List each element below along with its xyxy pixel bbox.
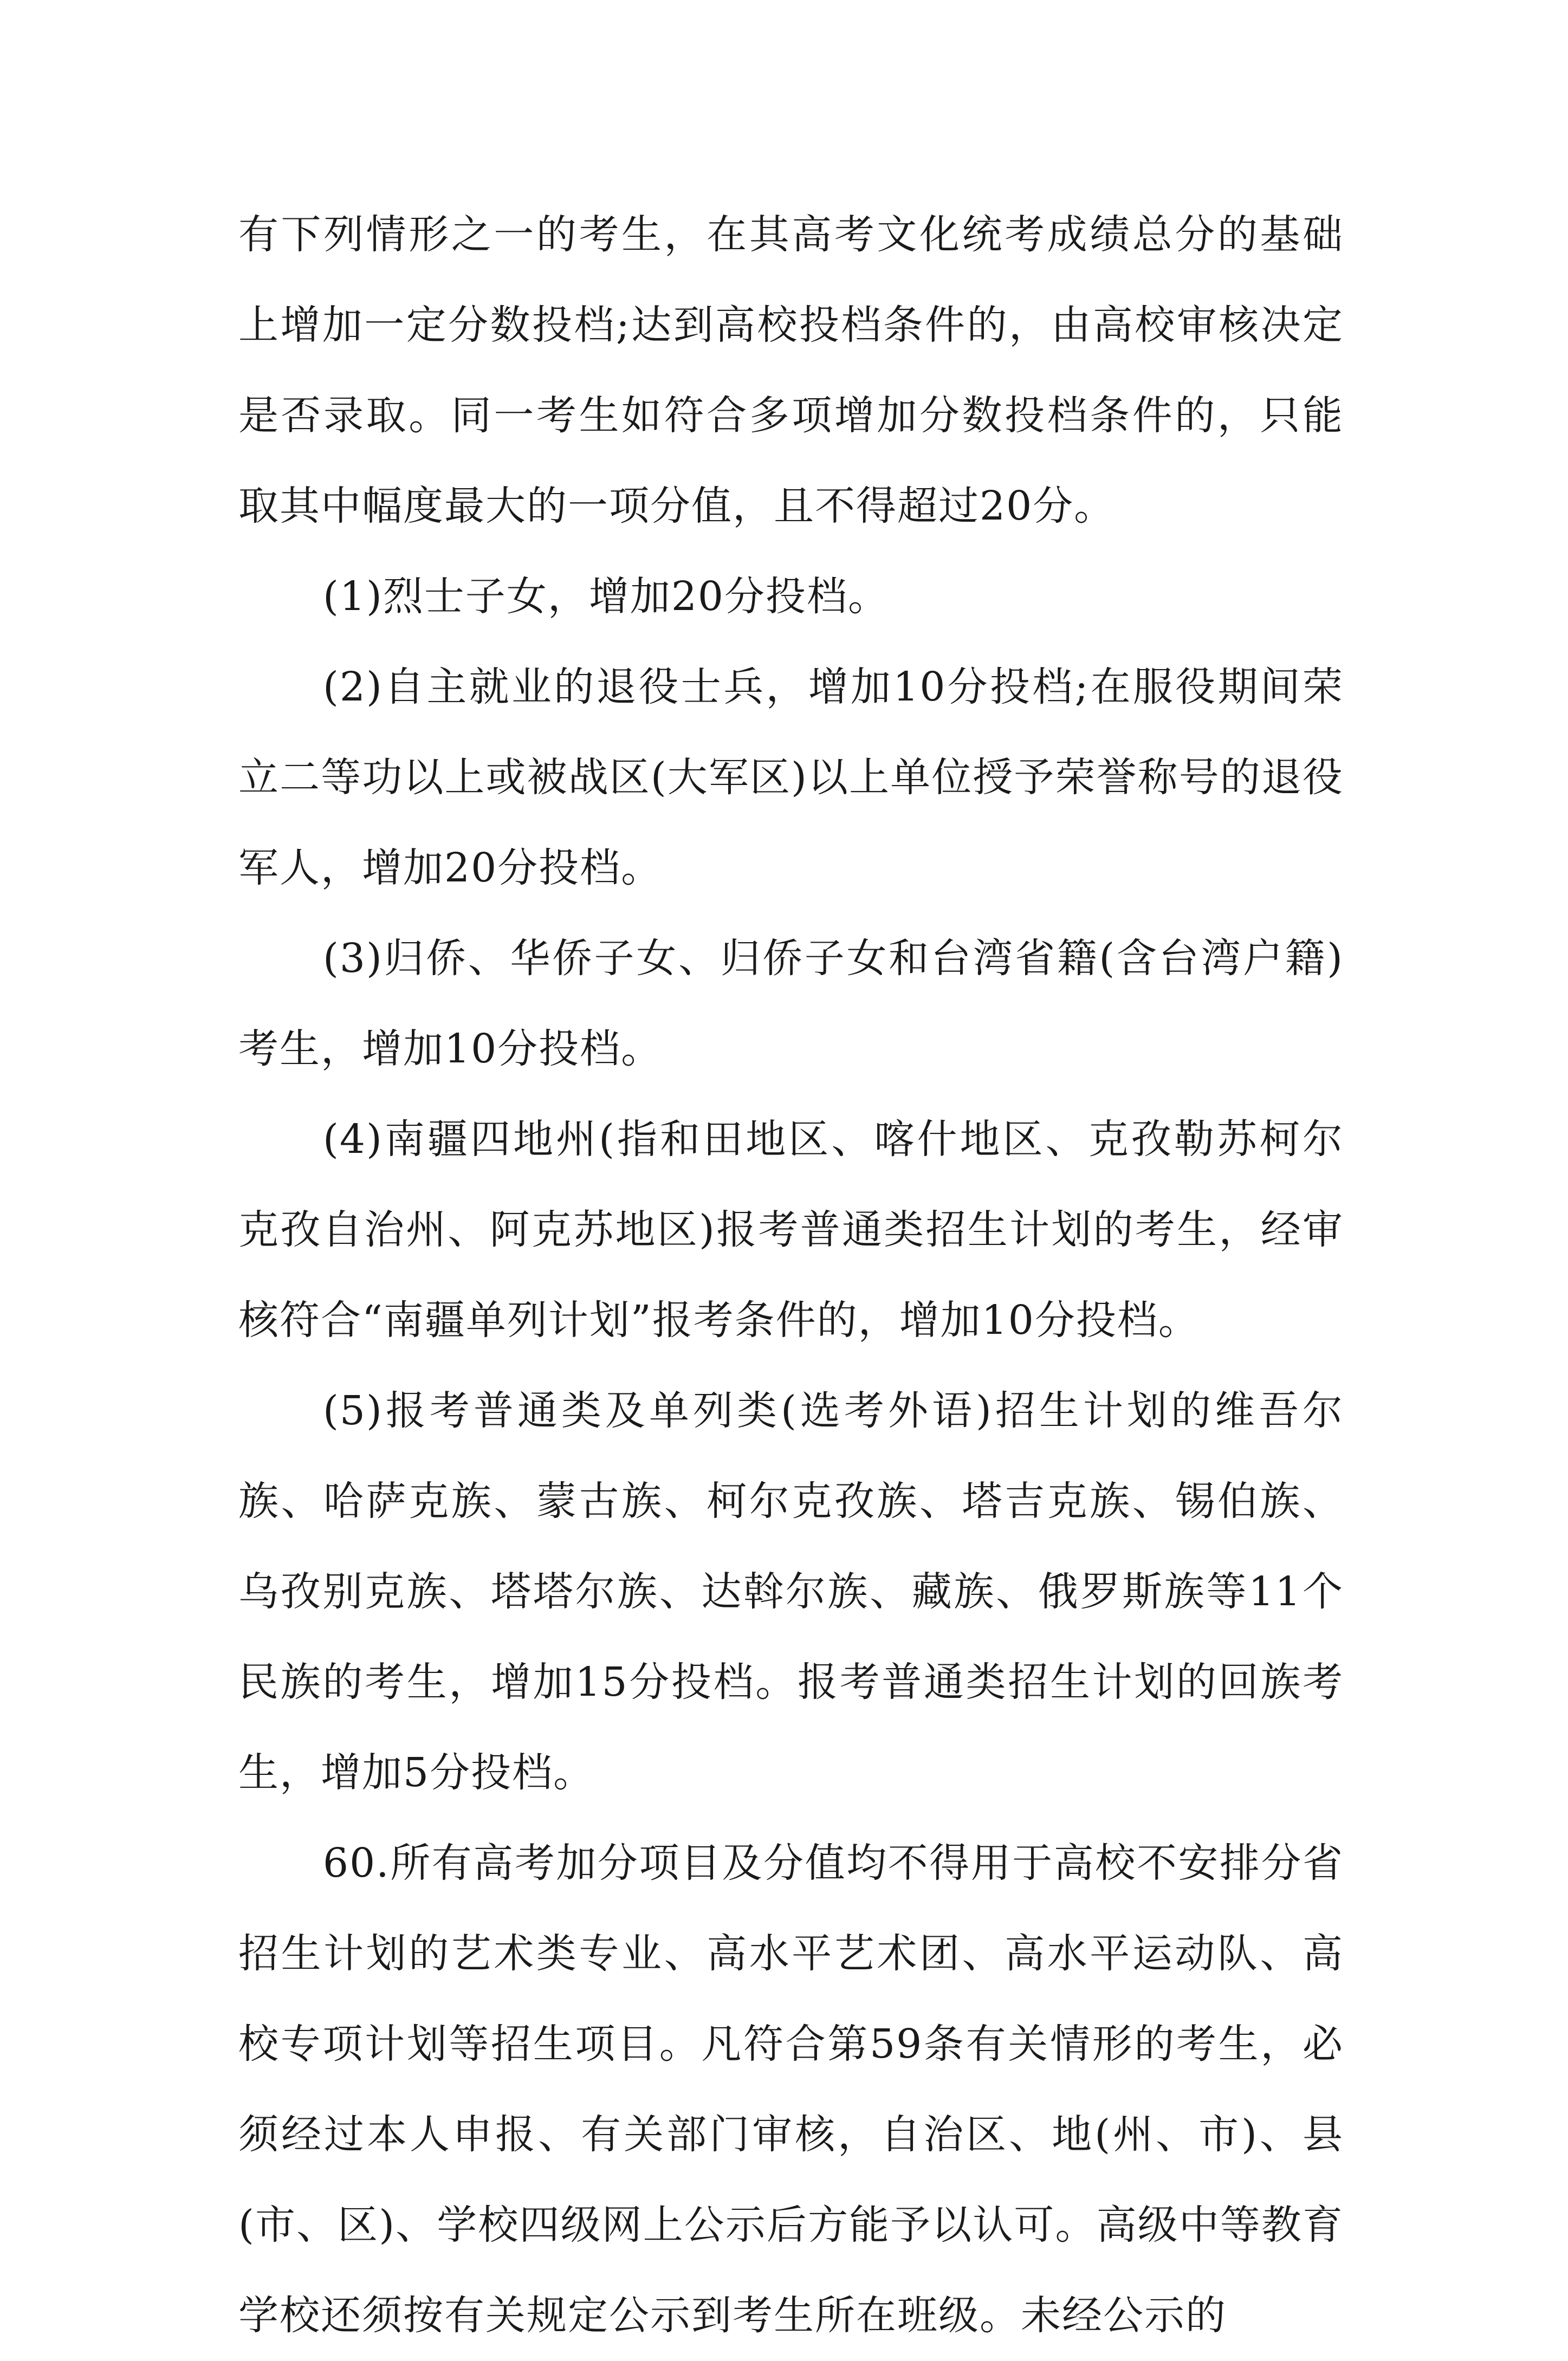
paragraph-item-4: (4)南疆四地州(指和田地区、喀什地区、克孜勒苏柯尔克孜自治州、阿克苏地区)报考普通类招生计划的考生，经审核符合“南疆单列计划”报考条件的，增加10分投档。 bbox=[238, 1116, 1344, 1344]
document-body bbox=[238, 190, 1344, 2361]
paragraph-item-2: (2)自主就业的退役士兵，增加10分投档;在服役期间荣立二等功以上或被战区(大军区)以上单位授予荣誉称号的退役军人，增加20分投档。 bbox=[238, 664, 1344, 891]
paragraph-item-1: (1)烈士子女，增加20分投档。 bbox=[323, 573, 889, 620]
paragraph-intro: 有下列情形之一的考生，在其高考文化统考成绩总分的基础上增加一定分数投档;达到高校投档条件的，由高校审核决定是否录取。同一考生如符合多项增加分数投档条件的，只能取其中幅度最大的一项分值，且不得超过20分。 bbox=[238, 211, 1344, 529]
paragraph-item-3: (3)归侨、华侨子女、归侨子女和台湾省籍(含台湾户籍)考生，增加10分投档。 bbox=[238, 935, 1344, 1072]
paragraph-article-60: 60.所有高考加分项目及分值均不得用于高校不安排分省招生计划的艺术类专业、高水平艺术团、高水平运动队、高校专项计划等招生项目。凡符合第59条有关情形的考生，必须经过本人申报、有关部门审核，自治区、地(州、市)、县(市、区)、学校四级网上公示后方能予以认可。高级中等教育学校还须按有关规定公示到考生所在班级。未经公示的 bbox=[238, 1840, 1344, 2339]
paragraph-item-5: (5)报考普通类及单列类(选考外语)招生计划的维吾尔族、哈萨克族、蒙古族、柯尔克孜族、塔吉克族、锡伯族、乌孜别克族、塔塔尔族、达斡尔族、藏族、俄罗斯族等11个民族的考生，增加15分投档。报考普通类招生计划的回族考生，增加5分投档。 bbox=[238, 1387, 1344, 1796]
